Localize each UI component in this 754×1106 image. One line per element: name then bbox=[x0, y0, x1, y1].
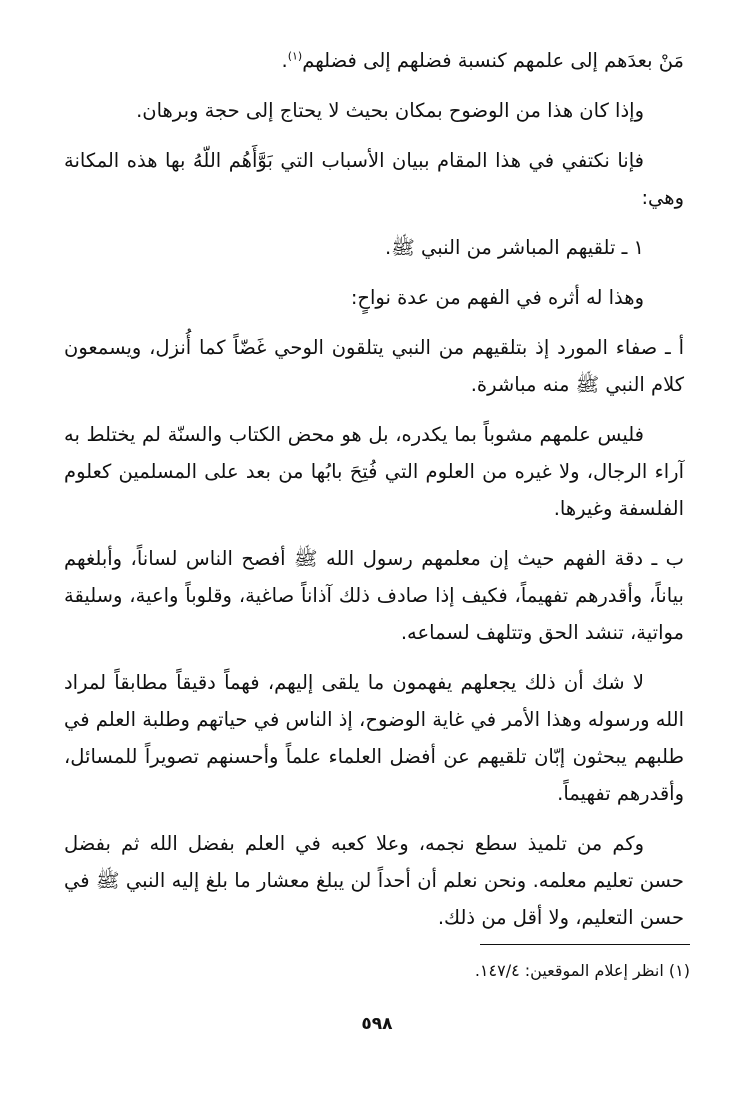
paragraph-1-text: مَنْ بعدَهم إلى علمهم كنسبة فضلهم إلى فضلهم bbox=[302, 49, 684, 72]
paragraph-2: وإذا كان هذا من الوضوح بمكان بحيث لا يحتاج إلى حجة وبرهان. bbox=[136, 99, 644, 122]
paragraph-1 bbox=[64, 42, 684, 79]
paragraph-4: ١ ـ تلقيهم المباشر من النبي ﷺ. bbox=[385, 236, 644, 259]
paragraph-5: وهذا له أثره في الفهم من عدة نواحٍ: bbox=[350, 286, 644, 309]
page-body bbox=[64, 42, 684, 949]
paragraph-8: ب ـ دقة الفهم حيث إن معلمهم رسول الله ﷺ أفصح الناس لساناً، وأبلغهم بياناً، وأقدرهم تفهيماً، فكيف إذا صادف ذلك آذاناً صاغية، وقلوباً واعية، وسليقة مواتية، تنشد الحق وتتلهف لسماعه. bbox=[64, 547, 684, 644]
footnote-divider bbox=[480, 944, 690, 945]
footnote: (١) انظر إعلام الموقعين: ١٤٧/٤. bbox=[474, 961, 690, 980]
paragraph-10: وكم من تلميذ سطع نجمه، وعلا كعبه في العلم بفضل الله ثم بفضل حسن تعليم معلمه. ونحن نعلم أن أحداً لن يبلغ معشار ما بلغ إليه النبي ﷺ في حسن التعليم، ولا أقل من ذلك. bbox=[64, 832, 684, 929]
paragraph-7: فليس علمهم مشوباً بما يكدره، بل هو محض الكتاب والسنّة لم يختلط به آراء الرجال، ولا غيره من العلوم التي فُتِحَ بابُها من بعد على المسلمين كعلوم الفلسفة وغيرها. bbox=[64, 423, 684, 520]
paragraph-3: فإنا نكتفي في هذا المقام ببيان الأسباب التي بَوَّأَهُم اللّهُ بها هذه المكانة وهي: bbox=[64, 149, 684, 209]
paragraph-1-end: . bbox=[281, 49, 288, 72]
footnote-reference[interactable]: (١) bbox=[287, 49, 303, 63]
paragraph-9: لا شك أن ذلك يجعلهم يفهمون ما يلقى إليهم، فهماً دقيقاً مطابقاً لمراد الله ورسوله وهذا الأمر في غاية الوضوح، إذ الناس في حياتهم وطلبة العلم في طلبهم يبحثون إبّان تلقيهم عن أفضل العلماء علماً وأحسنهم تصويراً للمسائل، وأقدرهم تفهيماً. bbox=[64, 671, 684, 805]
page-number: ٥٩٨ bbox=[361, 1014, 393, 1034]
paragraph-6: أ ـ صفاء المورد إذ بتلقيهم من النبي يتلقون الوحي غَضّاً كما أُنزل، ويسمعون كلام النبي ﷺ منه مباشرة. bbox=[64, 336, 684, 396]
